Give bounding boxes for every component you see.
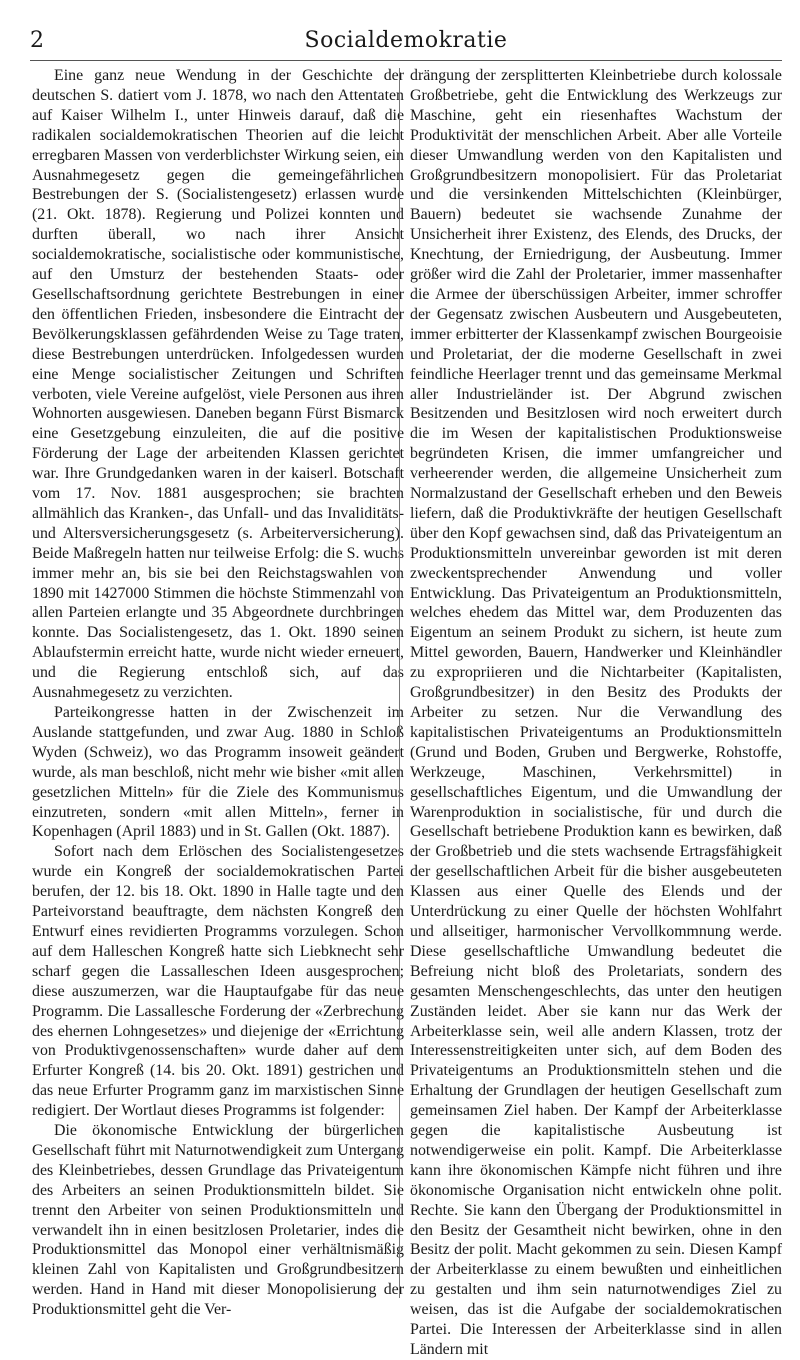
left-column	[32, 66, 404, 1320]
header-rule	[30, 60, 782, 61]
right-column	[410, 66, 782, 1360]
paragraph-programm-text: Die ökonomische Entwicklung der bürgerlichen Gesellschaft führt mit Naturnotwendigkeit zum Untergang des Kleinbetriebes, dessen Grundlage das Privateigentum des Arbeiters an seinen Produktionsmitteln bildet. Sie trennt den Arbeiter von seinen Produktionsmitteln und verwandelt ihn in einen besitzlosen Proletarier, indes die Produktionsmittel das Monopol einer verhältnismäßig kleinen Zahl von Kapitalisten und Großgrundbesitzern werden. Hand in Hand mit dieser Monopolisierung der Produktionsmittel geht die Ver-	[32, 1122, 404, 1319]
paragraph-programm-continued: drängung der zersplitterten Kleinbetriebe durch kolossale Großbetriebe, geht die Entwicklung des Werkzeugs zur Maschine, geht ein riesenhaftes Wachstum der Produktivität der menschlichen Arbeit. Aber alle Vorteile dieser Umwandlung werden von den Kapitalisten und Großgrundbesitzern monopolisiert. Für das Proletariat und die versinkenden Mittelschichten (Kleinbürger, Bauern) bedeutet sie wachsende Zunahme der Unsicherheit ihrer Existenz, des Elends, des Drucks, der Knechtung, der Erniedrigung, der Ausbeutung. Immer größer wird die Zahl der Proletarier, immer massenhafter die Armee der überschüssigen Arbeiter, immer schroffer der Gegensatz zwischen Ausbeutern und Ausgebeuteten, immer erbitterter der Klassenkampf zwischen Bourgeoisie und Proletariat, der die moderne Gesellschaft in zwei feindliche Heerlager trennt und das gemeinsame Merkmal aller Industrieländer ist. Der Abgrund zwischen Besitzenden und Besitzlosen wird noch erweitert durch die im Wesen der kapitalistischen Produktionsweise begründeten Krisen, die immer umfangreicher und verheerender werden, die allgemeine Unsicherheit zum Normalzustand der Gesellschaft erheben und den Beweis liefern, daß die Produktivkräfte der heutigen Gesellschaft über den Kopf gewachsen sind, daß das Privateigentum an Produktionsmitteln unvereinbar geworden ist mit deren zweckentsprechender Anwendung und voller Entwicklung. Das Privateigentum an Produktionsmitteln, welches ehedem das Mittel war, dem Produzenten das Eigentum an seinem Produkt zu sichern, ist heute zum Mittel geworden, Bauern, Handwerker und Kleinhändler zu expropriieren und die Nichtarbeiter (Kapitalisten, Großgrundbesitzer) in den Besitz des Produkts der Arbeiter zu setzen. Nur die Verwandlung des kapitalistischen Privateigentums an Produktionsmitteln (Grund und Boden, Gruben und Bergwerke, Rohstoffe, Werkzeuge, Maschinen, Verkehrsmittel) in gesellschaftliches Eigentum, und die Umwandlung der Warenproduktion in socialistische, für und durch die Gesellschaft betriebene Produktion kann es bewirken, daß der Großbetrieb und die stets wachsende Ertragsfähigkeit der gesellschaftlichen Arbeit für die bisher ausgebeuteten Klassen aus einer Quelle des Elends und der Unterdrückung zu einer Quelle der höchsten Wohlfahrt und allseitiger, harmonischer Vervollkommnung werde. Diese gesellschaftliche Umwandlung bedeutet die Befreiung nicht bloß des Proletariats, sondern des gesamten Menschengeschlechts, das unter den heutigen Zuständen leidet. Aber sie kann nur das Werk der Arbeiterklasse sein, weil alle andern Klassen, trotz der Interessenstreitigkeiten unter sich, auf dem Boden des Privateigentums an Produktionsmitteln stehen und die Erhaltung der Grundlagen der heutigen Gesellschaft zum gemeinsamen Ziel haben. Der Kampf der Arbeiterklasse gegen die kapitalistische Ausbeutung ist notwendigerweise ein polit. Kampf. Die Arbeiterklasse kann ihre ökonomischen Kämpfe nicht führen und ihre ökonomische Organisation nicht entwickeln ohne polit. Rechte. Sie kann den Übergang der Produktionsmittel in den Besitz der Gesamtheit nicht bewirken, ohne in den Besitz der polit. Macht gekommen zu sein. Diesen Kampf der Arbeiterklasse zu einem bewußten und einheitlichen zu gestalten und ihm sein naturnotwendiges Ziel zu weisen, das ist die Aufgabe der socialdemokratischen Partei. Die Interessen der Arbeiterklasse sind in allen Ländern mit	[410, 67, 783, 1358]
column-divider	[399, 68, 400, 1298]
page-number: 2	[30, 28, 44, 53]
running-head: Socialdemokratie	[304, 28, 508, 53]
paragraph-erfurter-kongress: Sofort nach dem Erlöschen des Socialistengesetzes wurde ein Kongreß der socialdemokratischen Partei berufen, der 12. bis 18. Okt. 1890 in Halle tagte und den Parteivorstand beauftragte, dem nächsten Kongreß den Entwurf eines revidierten Programms vorzulegen. Schon auf dem Halleschen Kongreß hatte sich Liebknecht sehr scharf gegen die Lassalleschen Ideen ausgesprochen; diese auszumerzen, war die Hauptaufgabe für das neue Programm. Die Lassallesche Forderung der «Zerbrechung des ehernen Lohngesetzes» und diejenige der «Errichtung von Produktivgenossenschaften» wurde daher auf dem Erfurter Kongreß (14. bis 20. Okt. 1891) gestrichen und das neue Erfurter Programm ganz im marxistischen Sinne redigiert. Der Wortlaut dieses Programms ist folgender:	[32, 843, 404, 1120]
page-header	[30, 28, 782, 58]
paragraph-parteikongresse: Parteikongresse hatten in der Zwischenzeit im Auslande stattgefunden, und zwar Aug. 1880 in Schloß Wyden (Schweiz), wo das Programm insoweit geändert wurde, als man beschloß, nicht mehr wie bisher «mit allen gesetzlichen Mitteln» für die Ziele des Kommunismus einzutreten, sondern «mit allen Mitteln», ferner in Kopenhagen (April 1883) und in St. Gallen (Okt. 1887).	[32, 704, 404, 841]
paragraph-socialistengesetz: Eine ganz neue Wendung in der Geschichte der deutschen S. datiert vom J. 1878, wo nach den Attentaten auf Kaiser Wilhelm I., unter Hinweis darauf, daß die radikalen socialdemokratischen Theorien auf die leicht erregbaren Massen von verderblichster Wirkung seien, ein Ausnahmegesetz gegen die gemeingefährlichen Bestrebungen der S. (Socialistengesetz) erlassen wurde (21. Okt. 1878). Regierung und Polizei konnten und durften überall, wo nach ihrer Ansicht socialdemokratische, socialistische oder kommunistische, auf den Umsturz der bestehenden Staats- oder Gesellschaftsordnung gerichtete Bestrebungen in einer den öffentlichen Frieden, insbesondere die Eintracht der Bevölkerungsklassen gefährdenden Weise zu Tage traten, diese Bestrebungen unterdrücken. Infolgedessen wurden eine Menge socialistischer Zeitungen und Schriften verboten, viele Vereine aufgelöst, viele Personen aus ihren Wohnorten ausgewiesen. Daneben begann Fürst Bismarck eine Gesetzgebung einzuleiten, die auf die positive Förderung der Lage der arbeitenden Klassen gerichtet war. Ihre Grundgedanken waren in der kaiserl. Botschaft vom 17. Nov. 1881 ausgesprochen; sie brachten allmählich das Kranken-, das Unfall- und das Invaliditäts- und Altersversicherungsgesetz (s. Arbeiterversicherung). Beide Maßregeln hatten nur teilweise Erfolg: die S. wuchs immer mehr an, bis sie bei den Reichstagswahlen von 1890 mit 1427000 Stimmen die höchste Stimmenzahl von allen Parteien erlangte und 35 Abgeordnete durchbringen konnte. Das Socialistengesetz, das 1. Okt. 1890 seinen Ablaufstermin erreicht hatte, wurde nicht wieder erneuert, und die Regierung entschloß sich, auf das Ausnahmegesetz zu verzichten.	[32, 67, 405, 702]
